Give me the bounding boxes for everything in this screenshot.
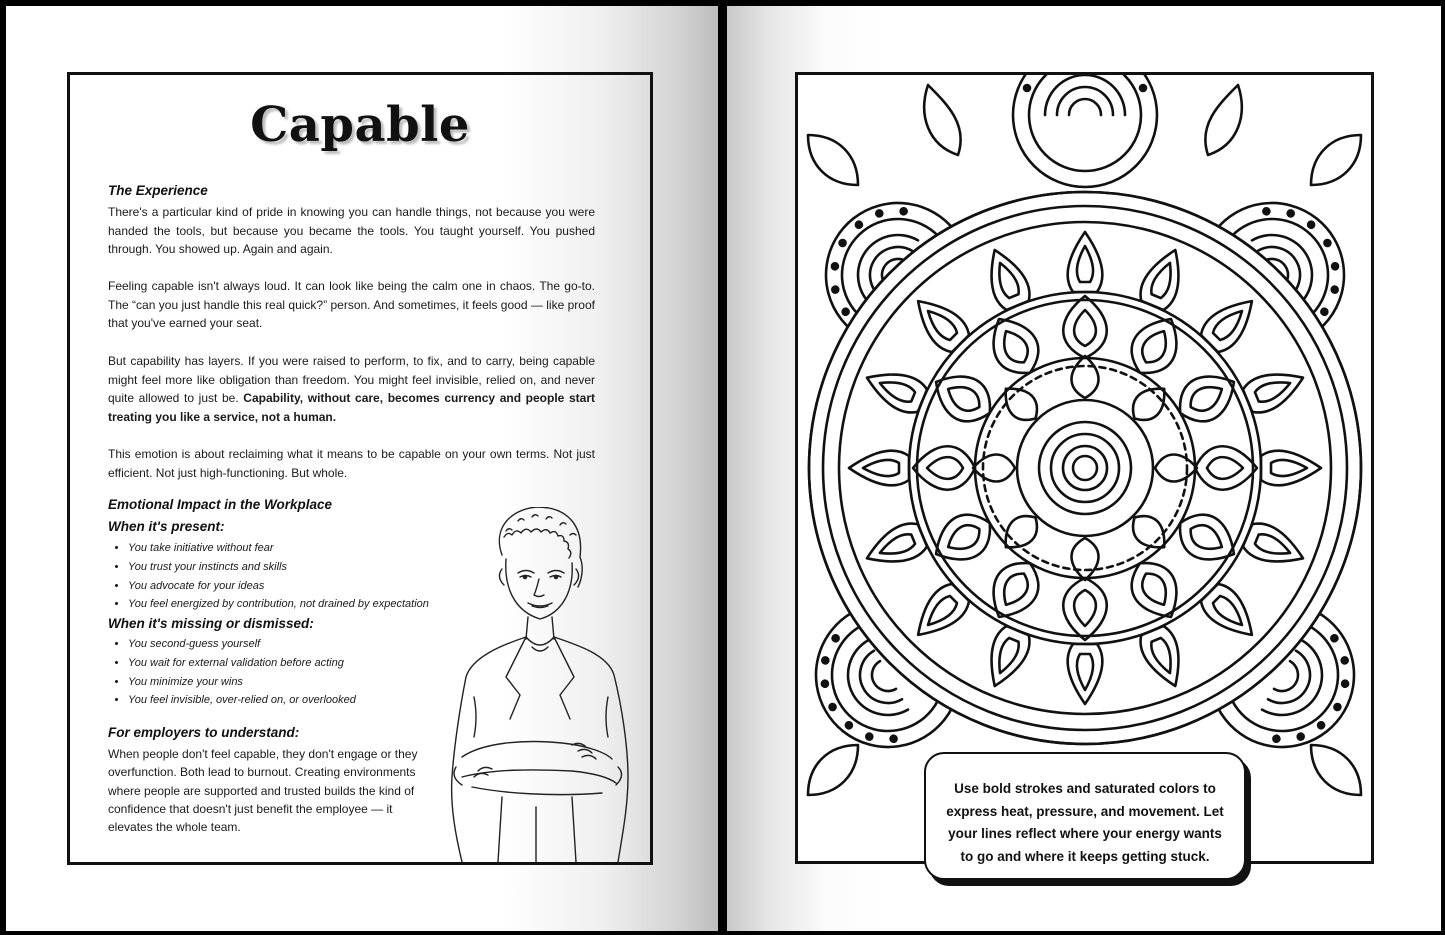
page-title: Capable xyxy=(250,97,470,153)
employers-text: When people don't feel capable, they don't engage or they overfunction. Both lead to burnout. Creating environments where people are supported and trusted builds the kind of confidence that doesn't just benefit the employee — it elevates the whole team. xyxy=(108,747,418,835)
list-item: • You second-guess yourself xyxy=(128,635,356,654)
list-item: • You advocate for your ideas xyxy=(128,577,429,596)
experience-paragraph-3 xyxy=(108,352,595,426)
present-list xyxy=(108,539,429,614)
experience-paragraph-3-emphasis: Capability, without care, becomes currency and people start treating you like a service, not a human. xyxy=(108,391,595,424)
list-item: • You wait for external validation before acting xyxy=(128,654,356,673)
text-panel xyxy=(67,72,653,865)
employers-heading: For employers to understand: xyxy=(108,725,300,740)
left-page xyxy=(6,6,718,931)
woman-illustration xyxy=(432,507,642,862)
experience-paragraph-4: This emotion is about reclaiming what it means to be capable on your own terms. Not just efficient. Not just high-functioning. But whole. xyxy=(108,447,595,480)
list-item: • You feel energized by contribution, not drained by expectation xyxy=(128,595,429,614)
experience-paragraph-2: Feeling capable isn't always loud. It can look like being the calm one in chaos. The go-to. The “can you just handle this real quick?” person. And sometimes, it feels good — like proof that you've earned your seat. xyxy=(108,279,595,330)
missing-heading: When it's missing or dismissed: xyxy=(108,616,314,631)
experience-heading: The Experience xyxy=(108,183,208,198)
list-item: • You feel invisible, over-relied on, or overlooked xyxy=(128,691,356,710)
coloring-panel xyxy=(795,72,1374,864)
mandala-illustration xyxy=(798,75,1371,861)
list-item: • You minimize your wins xyxy=(128,673,356,692)
right-page xyxy=(727,6,1441,931)
list-item: • You take initiative without fear xyxy=(128,539,429,558)
coloring-tip-caption: Use bold strokes and saturated colors to express heat, pressure, and movement. Let your lines reflect where your energy wants to go and where it keeps getting stuck. xyxy=(924,752,1246,880)
experience-paragraph-1: There's a particular kind of pride in knowing you can handle things, not because you were handed the tools, but because you became the tools. You taught yourself. You pushed through. You showed up. Again and again. xyxy=(108,205,595,256)
present-heading: When it's present: xyxy=(108,519,225,534)
experience-paragraph-3-text: But capability has layers. If you were raised to perform, to fix, and to carry, being capable might feel more like obligation than freedom. You might feel invisible, relied on, and never quite allowed to just be. xyxy=(108,354,595,405)
missing-list xyxy=(108,635,356,710)
impact-heading: Emotional Impact in the Workplace xyxy=(108,497,333,512)
list-item: • You trust your instincts and skills xyxy=(128,558,429,577)
